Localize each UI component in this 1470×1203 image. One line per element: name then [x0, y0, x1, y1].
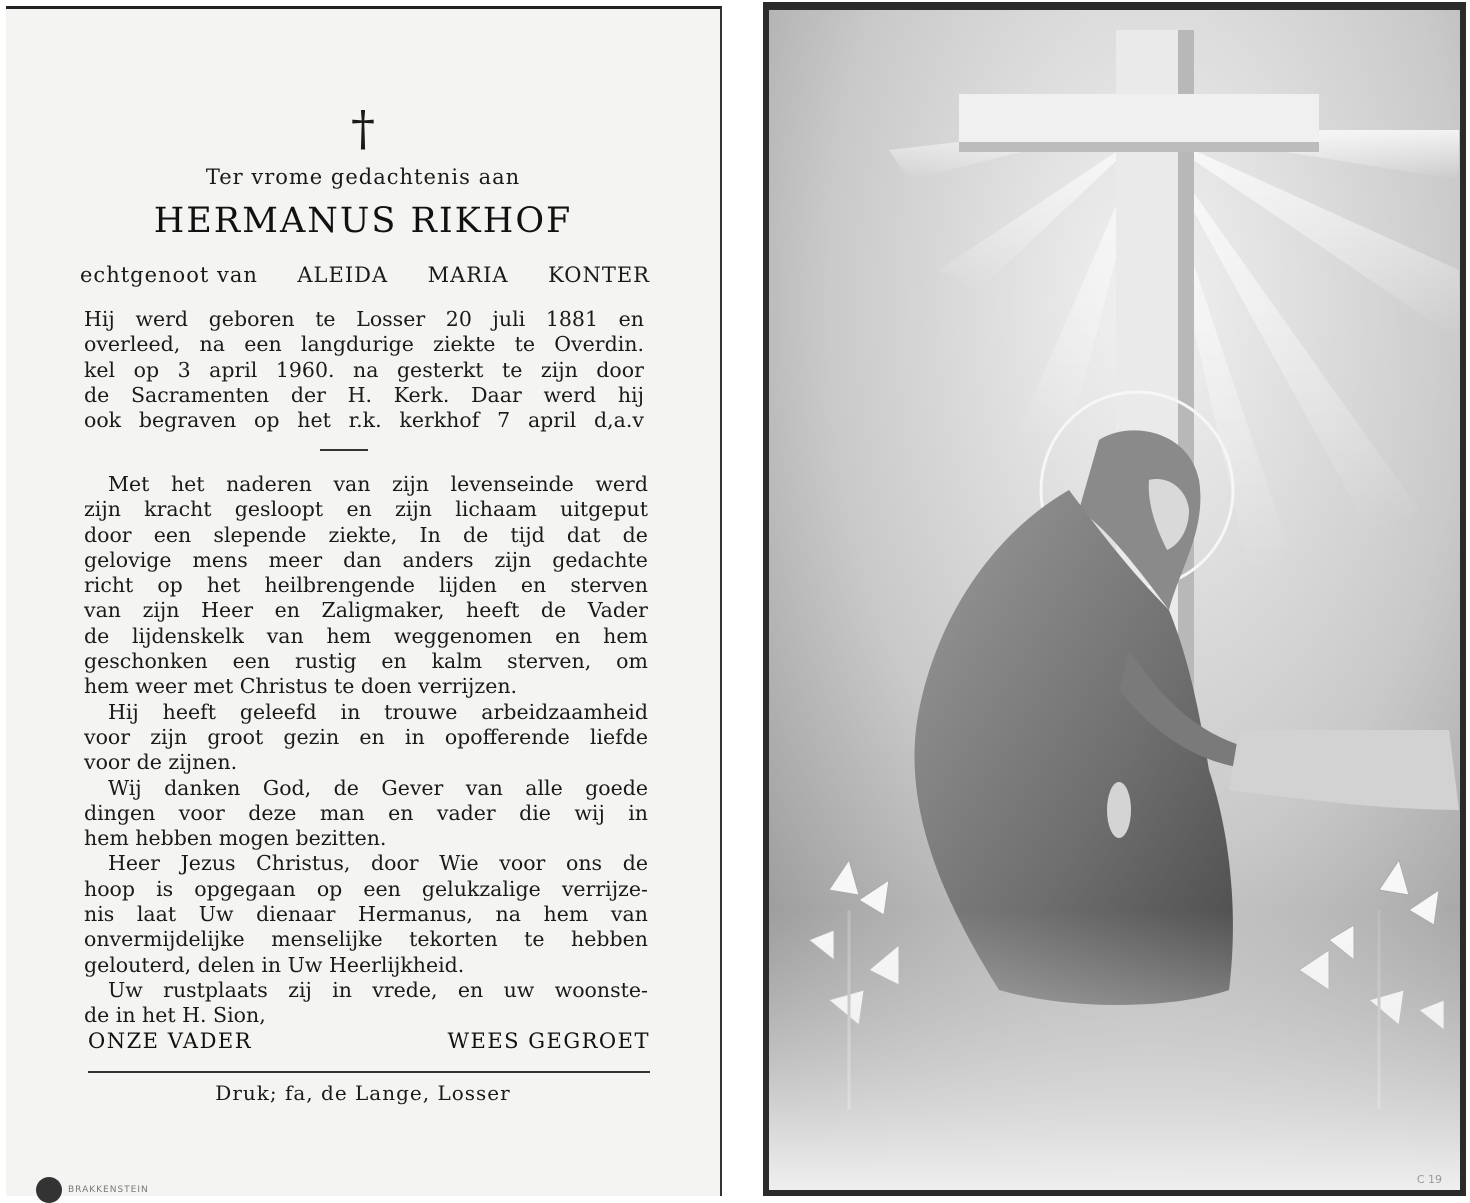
text-line: geschonken een rustig en kalm sterven, om [84, 649, 648, 674]
deceased-name: HERMANUS RIKHOF [153, 201, 573, 241]
text-line: hoop is opgegaan op een gelukzalige verrijze- [84, 876, 648, 901]
text-line: hem weer met Christus te doen verrijzen. [84, 674, 518, 699]
footer-divider [88, 1071, 650, 1073]
text-line: voor zijn groot gezin en in opofferende liefde [84, 724, 648, 749]
publisher-logo-icon [36, 1177, 62, 1203]
printer-credit: Druk; fa, de Lange, Losser [215, 1081, 511, 1105]
text-line: hem hebben mogen bezitten. [84, 826, 387, 851]
meditation-text [84, 472, 648, 1029]
mourning-madonna-illustration [769, 10, 1460, 1190]
corner-mark: C 19 [1416, 1173, 1442, 1186]
text-line: Uw rustplaats zij in vrede, en uw woonste- [108, 977, 648, 1002]
spouse-name-word: MARIA [427, 263, 509, 287]
text-line: de lijdenskelk van hem weggenomen en hem [84, 623, 648, 648]
spouse-line [80, 263, 650, 287]
text-line: gelovige mens meer dan anders zijn gedachte [84, 547, 648, 572]
cross-icon: † [351, 101, 375, 157]
text-line: dingen voor deze man en vader die wij in [84, 800, 648, 825]
in-memory-heading: Ter vrome gedachtenis aan [205, 165, 521, 189]
spouse-prefix: echtgenoot van [80, 263, 258, 287]
text-line: Hij heeft geleefd in trouwe arbeidzaamheid [108, 699, 648, 724]
text-line: ook begraven op het r.k. kerkhof 7 april d,a.v [84, 408, 644, 433]
prayer-hail-mary: WEES GEGROET [447, 1029, 650, 1053]
text-line: zijn kracht gesloopt en zijn lichaam uitgeput [84, 497, 648, 522]
text-line: kel op 3 april 1960. na gesterkt te zijn door [84, 357, 644, 382]
prayers-line [88, 1029, 650, 1053]
text-line: Heer Jezus Christus, door Wie voor ons de [108, 851, 648, 876]
spouse-name-word: KONTER [548, 263, 650, 287]
text-line: de Sacramenten der H. Kerk. Daar werd hij [84, 382, 644, 407]
spouse-name-word: ALEIDA [297, 263, 389, 287]
memorial-card-image-side [763, 2, 1466, 1196]
divider [320, 449, 368, 451]
text-line: overleed, na een langdurige ziekte te Overdin. [84, 332, 644, 357]
text-line: nis laat Uw dienaar Hermanus, na hem van [84, 902, 648, 927]
text-line: Hij werd geboren te Losser 20 juli 1881 en [84, 307, 644, 331]
text-line: de in het H. Sion, [84, 1003, 266, 1028]
publisher-mark: BRAKKENSTEIN [68, 1185, 149, 1195]
memorial-card-text-side [6, 6, 722, 1196]
text-line: van zijn Heer en Zaligmaker, heeft de Vader [84, 598, 648, 623]
text-line: door een slepende ziekte, In de tijd dat de [84, 522, 648, 547]
biography-paragraph [84, 307, 644, 433]
text-line: Met het naderen van zijn levenseinde werd [108, 472, 648, 496]
text-line: richt op het heilbrengende lijden en sterven [84, 573, 648, 598]
text-line: onvermijdelijke menselijke tekorten te hebben [84, 927, 648, 952]
text-line: gelouterd, delen in Uw Heerlijkheid. [84, 952, 465, 977]
text-line: Wij danken God, de Gever van alle goede [108, 775, 648, 800]
text-line: voor de zijnen. [84, 750, 238, 775]
prayer-our-father: ONZE VADER [88, 1029, 253, 1053]
